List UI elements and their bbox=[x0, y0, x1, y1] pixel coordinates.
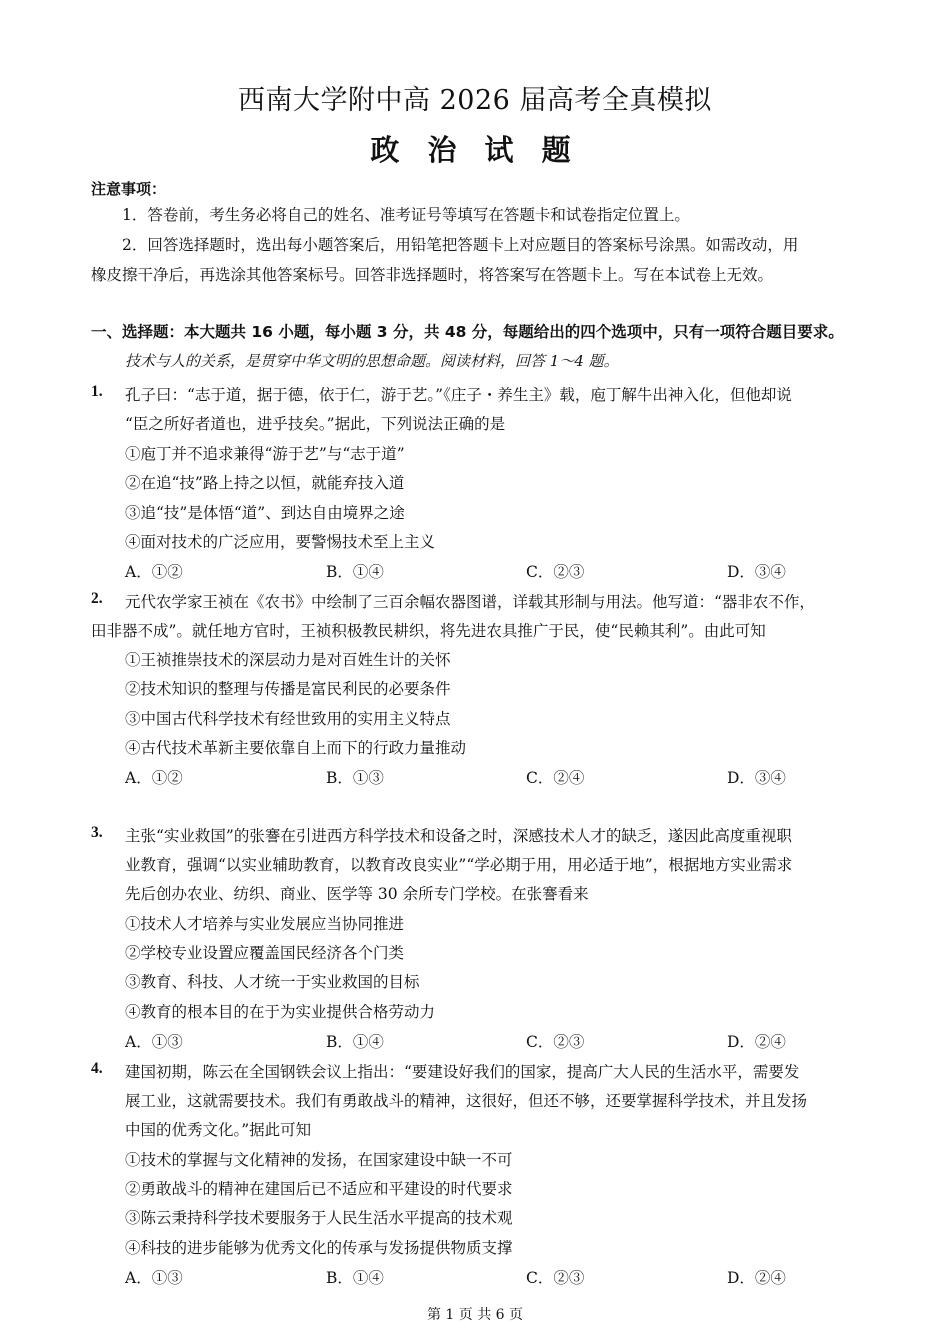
option-b: B．①④ bbox=[326, 1033, 384, 1051]
statement-2: ②在追“技”路上持之以恒，就能弃技入道 bbox=[125, 474, 405, 492]
option-c: C．②③ bbox=[526, 1269, 585, 1287]
option-d: D．②④ bbox=[727, 1269, 786, 1287]
notice-item-2-line-2: 橡皮擦干净后，再选涂其他答案标号。回答非选择题时，将答案写在答题卡上。写在本试卷上无效。 bbox=[91, 266, 774, 284]
exam-subject-title: 政 治 试 题 bbox=[370, 133, 580, 167]
question-number: 2. bbox=[91, 590, 103, 607]
statement-3: ③陈云秉持科学技术要服务于人民生活水平提高的技术观 bbox=[125, 1209, 513, 1227]
option-a: A．①② bbox=[125, 563, 183, 581]
option-b: B．①④ bbox=[326, 563, 384, 581]
option-a: A．①② bbox=[125, 769, 183, 787]
question-stem-line: 业教育，强调“以实业辅助教育，以教育改良实业”“学必期于用，用必适于地”，根据地方实业需求 bbox=[125, 856, 793, 874]
statement-4: ④古代技术革新主要依靠自上而下的行政力量推动 bbox=[125, 739, 467, 757]
question-stem-line: 先后创办农业、纺织、商业、医学等 30 余所专门学校。在张謇看来 bbox=[125, 885, 589, 903]
notice-item-2-line-1: 2．回答选择题时，选出每小题答案后，用铅笔把答题卡上对应题目的答案标号涂黑。如需改动，用 bbox=[122, 236, 799, 254]
option-c: C．②③ bbox=[526, 563, 585, 581]
exam-title: 西南大学附中高 2026 届高考全真模拟 bbox=[238, 85, 712, 116]
section-heading: 一、选择题：本大题共 16 小题，每小题 3 分，共 48 分，每题给出的四个选项中，只有一项符合题目要求。 bbox=[91, 323, 844, 341]
notice-heading: 注意事项： bbox=[91, 180, 167, 198]
question-stem-line: 田非器不成”。就任地方官时，王祯积极教民耕织，将先进农具推广于民，使“民赖其利”。由此可知 bbox=[91, 622, 766, 640]
question-number: 3. bbox=[91, 824, 103, 841]
question-stem-line: 孔子曰：“志于道，据于德，依于仁，游于艺。”《庄子・养生主》载，庖丁解牛出神入化，但他却说 bbox=[125, 386, 792, 404]
option-b: B．①③ bbox=[326, 769, 384, 787]
question-stem-line: 主张“实业救国”的张謇在引进西方科学技术和设备之时，深感技术人才的缺乏，遂因此高度重视职 bbox=[125, 827, 792, 845]
question-stem-line: 中国的优秀文化。”据此可知 bbox=[125, 1121, 312, 1139]
statement-1: ①技术的掌握与文化精神的发扬，在国家建设中缺一不可 bbox=[125, 1151, 513, 1169]
statement-2: ②技术知识的整理与传播是富民利民的必要条件 bbox=[125, 680, 451, 698]
statement-3: ③教育、科技、人才统一于实业救国的目标 bbox=[125, 973, 420, 991]
question-stem-line: “臣之所好者道也，进乎技矣。”据此，下列说法正确的是 bbox=[125, 415, 506, 433]
page-footer: 第 1 页 共 6 页 bbox=[426, 1307, 524, 1323]
section-intro: 技术与人的关系，是贯穿中华文明的思想命题。阅读材料，回答 1～4 题。 bbox=[125, 352, 619, 370]
question-number: 4. bbox=[91, 1060, 103, 1077]
option-c: C．②④ bbox=[526, 769, 585, 787]
option-c: C．②③ bbox=[526, 1033, 585, 1051]
statement-1: ①庖丁并不追求兼得“游于艺”与“志于道” bbox=[125, 445, 405, 463]
option-a: A．①③ bbox=[125, 1033, 183, 1051]
statement-1: ①技术人才培养与实业发展应当协同推进 bbox=[125, 915, 405, 933]
notice-item-1: 1．答卷前，考生务必将自己的姓名、准考证号等填写在答题卡和试卷指定位置上。 bbox=[122, 206, 690, 224]
option-b: B．①④ bbox=[326, 1269, 384, 1287]
statement-3: ③追“技”是体悟“道”、到达自由境界之途 bbox=[125, 504, 405, 522]
statement-4: ④教育的根本目的在于为实业提供合格劳动力 bbox=[125, 1003, 436, 1021]
statement-2: ②学校专业设置应覆盖国民经济各个门类 bbox=[125, 944, 405, 962]
option-d: D．②④ bbox=[727, 1033, 786, 1051]
statement-4: ④科技的进步能够为优秀文化的传承与发扬提供物质支撑 bbox=[125, 1239, 513, 1257]
question-number: 1. bbox=[91, 383, 103, 400]
option-d: D．③④ bbox=[727, 563, 786, 581]
statement-1: ①王祯推崇技术的深层动力是对百姓生计的关怀 bbox=[125, 651, 451, 669]
statement-3: ③中国古代科学技术有经世致用的实用主义特点 bbox=[125, 710, 451, 728]
option-a: A．①③ bbox=[125, 1269, 183, 1287]
option-d: D．③④ bbox=[727, 769, 786, 787]
statement-2: ②勇敢战斗的精神在建国后已不适应和平建设的时代要求 bbox=[125, 1180, 513, 1198]
statement-4: ④面对技术的广泛应用，要警惕技术至上主义 bbox=[125, 533, 436, 551]
question-stem-line: 元代农学家王祯在《农书》中绘制了三百余幅农器图谱，详载其形制与用法。他写道：“器非农不作， bbox=[125, 593, 815, 611]
question-stem-line: 建国初期，陈云在全国钢铁会议上指出：“要建设好我们的国家，提高广大人民的生活水平，需要发 bbox=[125, 1063, 800, 1081]
question-stem-line: 展工业，这就需要技术。我们有勇敢战斗的精神，这很好，但还不够，还要掌握科学技术，并且发扬 bbox=[125, 1092, 808, 1110]
